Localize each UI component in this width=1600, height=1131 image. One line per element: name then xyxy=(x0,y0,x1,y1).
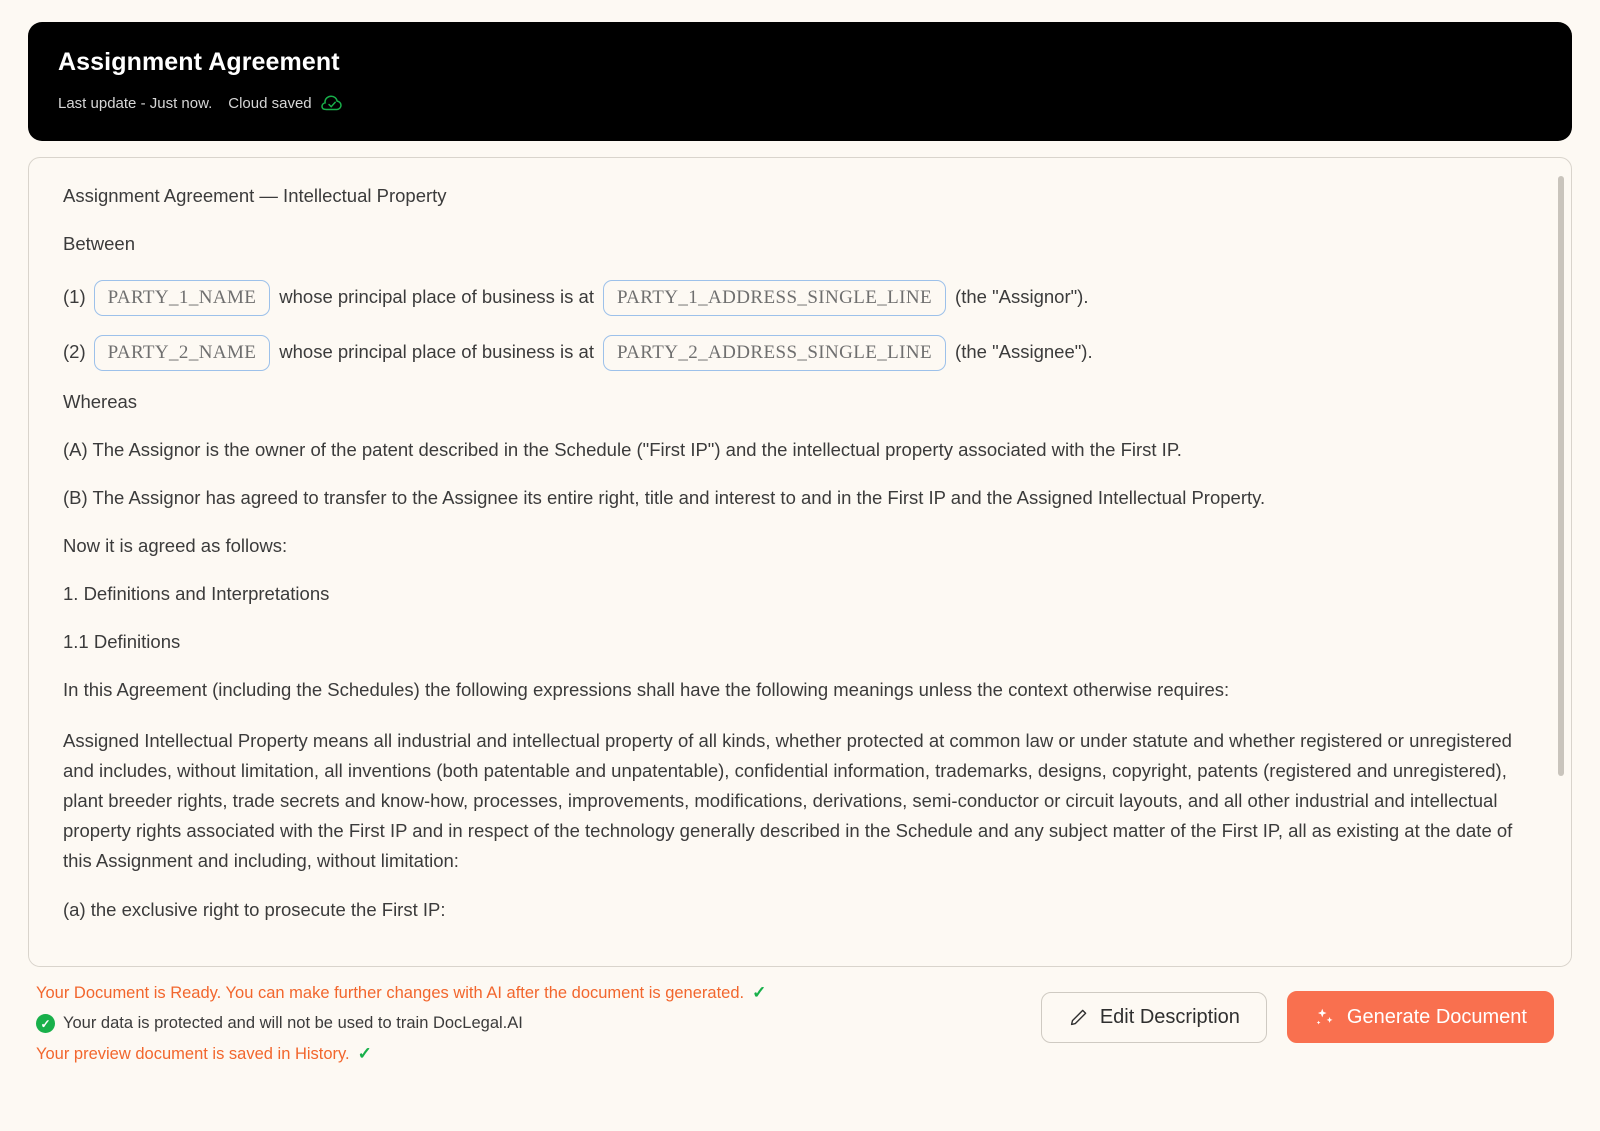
party-2-middle-text: whose principal place of business is at xyxy=(279,341,594,363)
party-2-role-text: (the "Assignee"). xyxy=(955,341,1093,363)
sparkle-icon xyxy=(1314,1006,1336,1028)
document-header xyxy=(28,22,1572,141)
party-2-name-token[interactable]: PARTY_2_NAME xyxy=(94,335,271,371)
document-heading: Assignment Agreement — Intellectual Property xyxy=(63,185,447,206)
agreed-label: Now it is agreed as follows: xyxy=(63,534,288,556)
definition-assigned-ip: Assigned Intellectual Property means all industrial and intellectual property of all kinds, whether protected at common law or under statute and whether registered or unregistered and includes, without limitation, all inventions (both patentable and unpatentable), confidential information, trademarks, designs, copyright, patents (registered and unregistered), plant breeder rights, trade secrets and know-how, processes, improvements, modifications, derivations, semi-conductor or circuit layouts, and all other industrial and intellectual property rights associated with the First IP and in respect of the technology generally described in the Schedule and any subject matter of the First IP, all as existing at the date of this Assignment and including, without limitation: xyxy=(63,729,1513,871)
edit-description-button[interactable] xyxy=(1041,992,1267,1043)
definitions-intro: In this Agreement (including the Schedules) the following expressions shall have the following meanings unless the context otherwise requires: xyxy=(63,678,1230,700)
pencil-icon xyxy=(1068,1007,1089,1028)
whereas-label: Whereas xyxy=(63,390,138,412)
definition-item-a: (a) the exclusive right to prosecute the First IP: xyxy=(63,898,446,920)
cloud-saved-icon xyxy=(320,93,344,113)
status-protected-text: Your data is protected and will not be used to train DocLegal.AI xyxy=(63,1014,523,1032)
scrollbar-thumb[interactable] xyxy=(1558,176,1564,776)
status-saved-history xyxy=(36,1044,766,1064)
edit-description-label: Edit Description xyxy=(1099,1006,1240,1028)
clause-1-1-heading: 1.1 Definitions xyxy=(63,630,181,652)
party-1-address-token[interactable]: PARTY_1_ADDRESS_SINGLE_LINE xyxy=(603,280,946,316)
page-title: Assignment Agreement xyxy=(58,48,340,76)
header-status-row xyxy=(58,93,1542,113)
generate-document-label: Generate Document xyxy=(1346,1006,1527,1028)
document-preview-card xyxy=(28,157,1572,967)
party-1-middle-text: whose principal place of business is at xyxy=(279,286,594,308)
party-row-1 xyxy=(63,280,1537,316)
status-ready-text: Your Document is Ready. You can make further changes with AI after the document is generated. xyxy=(36,983,745,1002)
footer-status-group xyxy=(36,983,766,1064)
footer-bar xyxy=(28,967,1572,1064)
check-icon: ✓ xyxy=(357,1044,372,1063)
check-icon: ✓ xyxy=(752,983,767,1002)
party-row-2 xyxy=(63,335,1537,371)
recital-b: (B) The Assignor has agreed to transfer to the Assignee its entire right, title and interest to and in the First IP and the Assigned Intellectual Property. xyxy=(63,486,1266,508)
between-label: Between xyxy=(63,232,135,254)
party-2-address-token[interactable]: PARTY_2_ADDRESS_SINGLE_LINE xyxy=(603,335,946,371)
last-update-text: Last update - Just now. xyxy=(58,94,213,112)
party-1-name-token[interactable]: PARTY_1_NAME xyxy=(94,280,271,316)
generate-document-button[interactable] xyxy=(1287,991,1554,1043)
recital-a: (A) The Assignor is the owner of the patent described in the Schedule ("First IP") and the intellectual property associated with the First IP. xyxy=(63,438,1182,460)
party-1-marker: (1) xyxy=(63,286,86,308)
footer-actions xyxy=(1041,983,1564,1043)
clause-1-heading: 1. Definitions and Interpretations xyxy=(63,582,330,604)
status-document-ready xyxy=(36,983,766,1003)
shield-check-icon: ✓ xyxy=(36,1014,55,1033)
status-data-protected xyxy=(36,1014,766,1033)
document-scrollbar[interactable] xyxy=(1558,176,1564,948)
document-body xyxy=(63,184,1537,966)
status-history-text: Your preview document is saved in History. xyxy=(36,1044,350,1063)
cloud-saved-text: Cloud saved xyxy=(228,94,312,112)
party-1-role-text: (the "Assignor"). xyxy=(955,286,1089,308)
party-2-marker: (2) xyxy=(63,341,86,363)
